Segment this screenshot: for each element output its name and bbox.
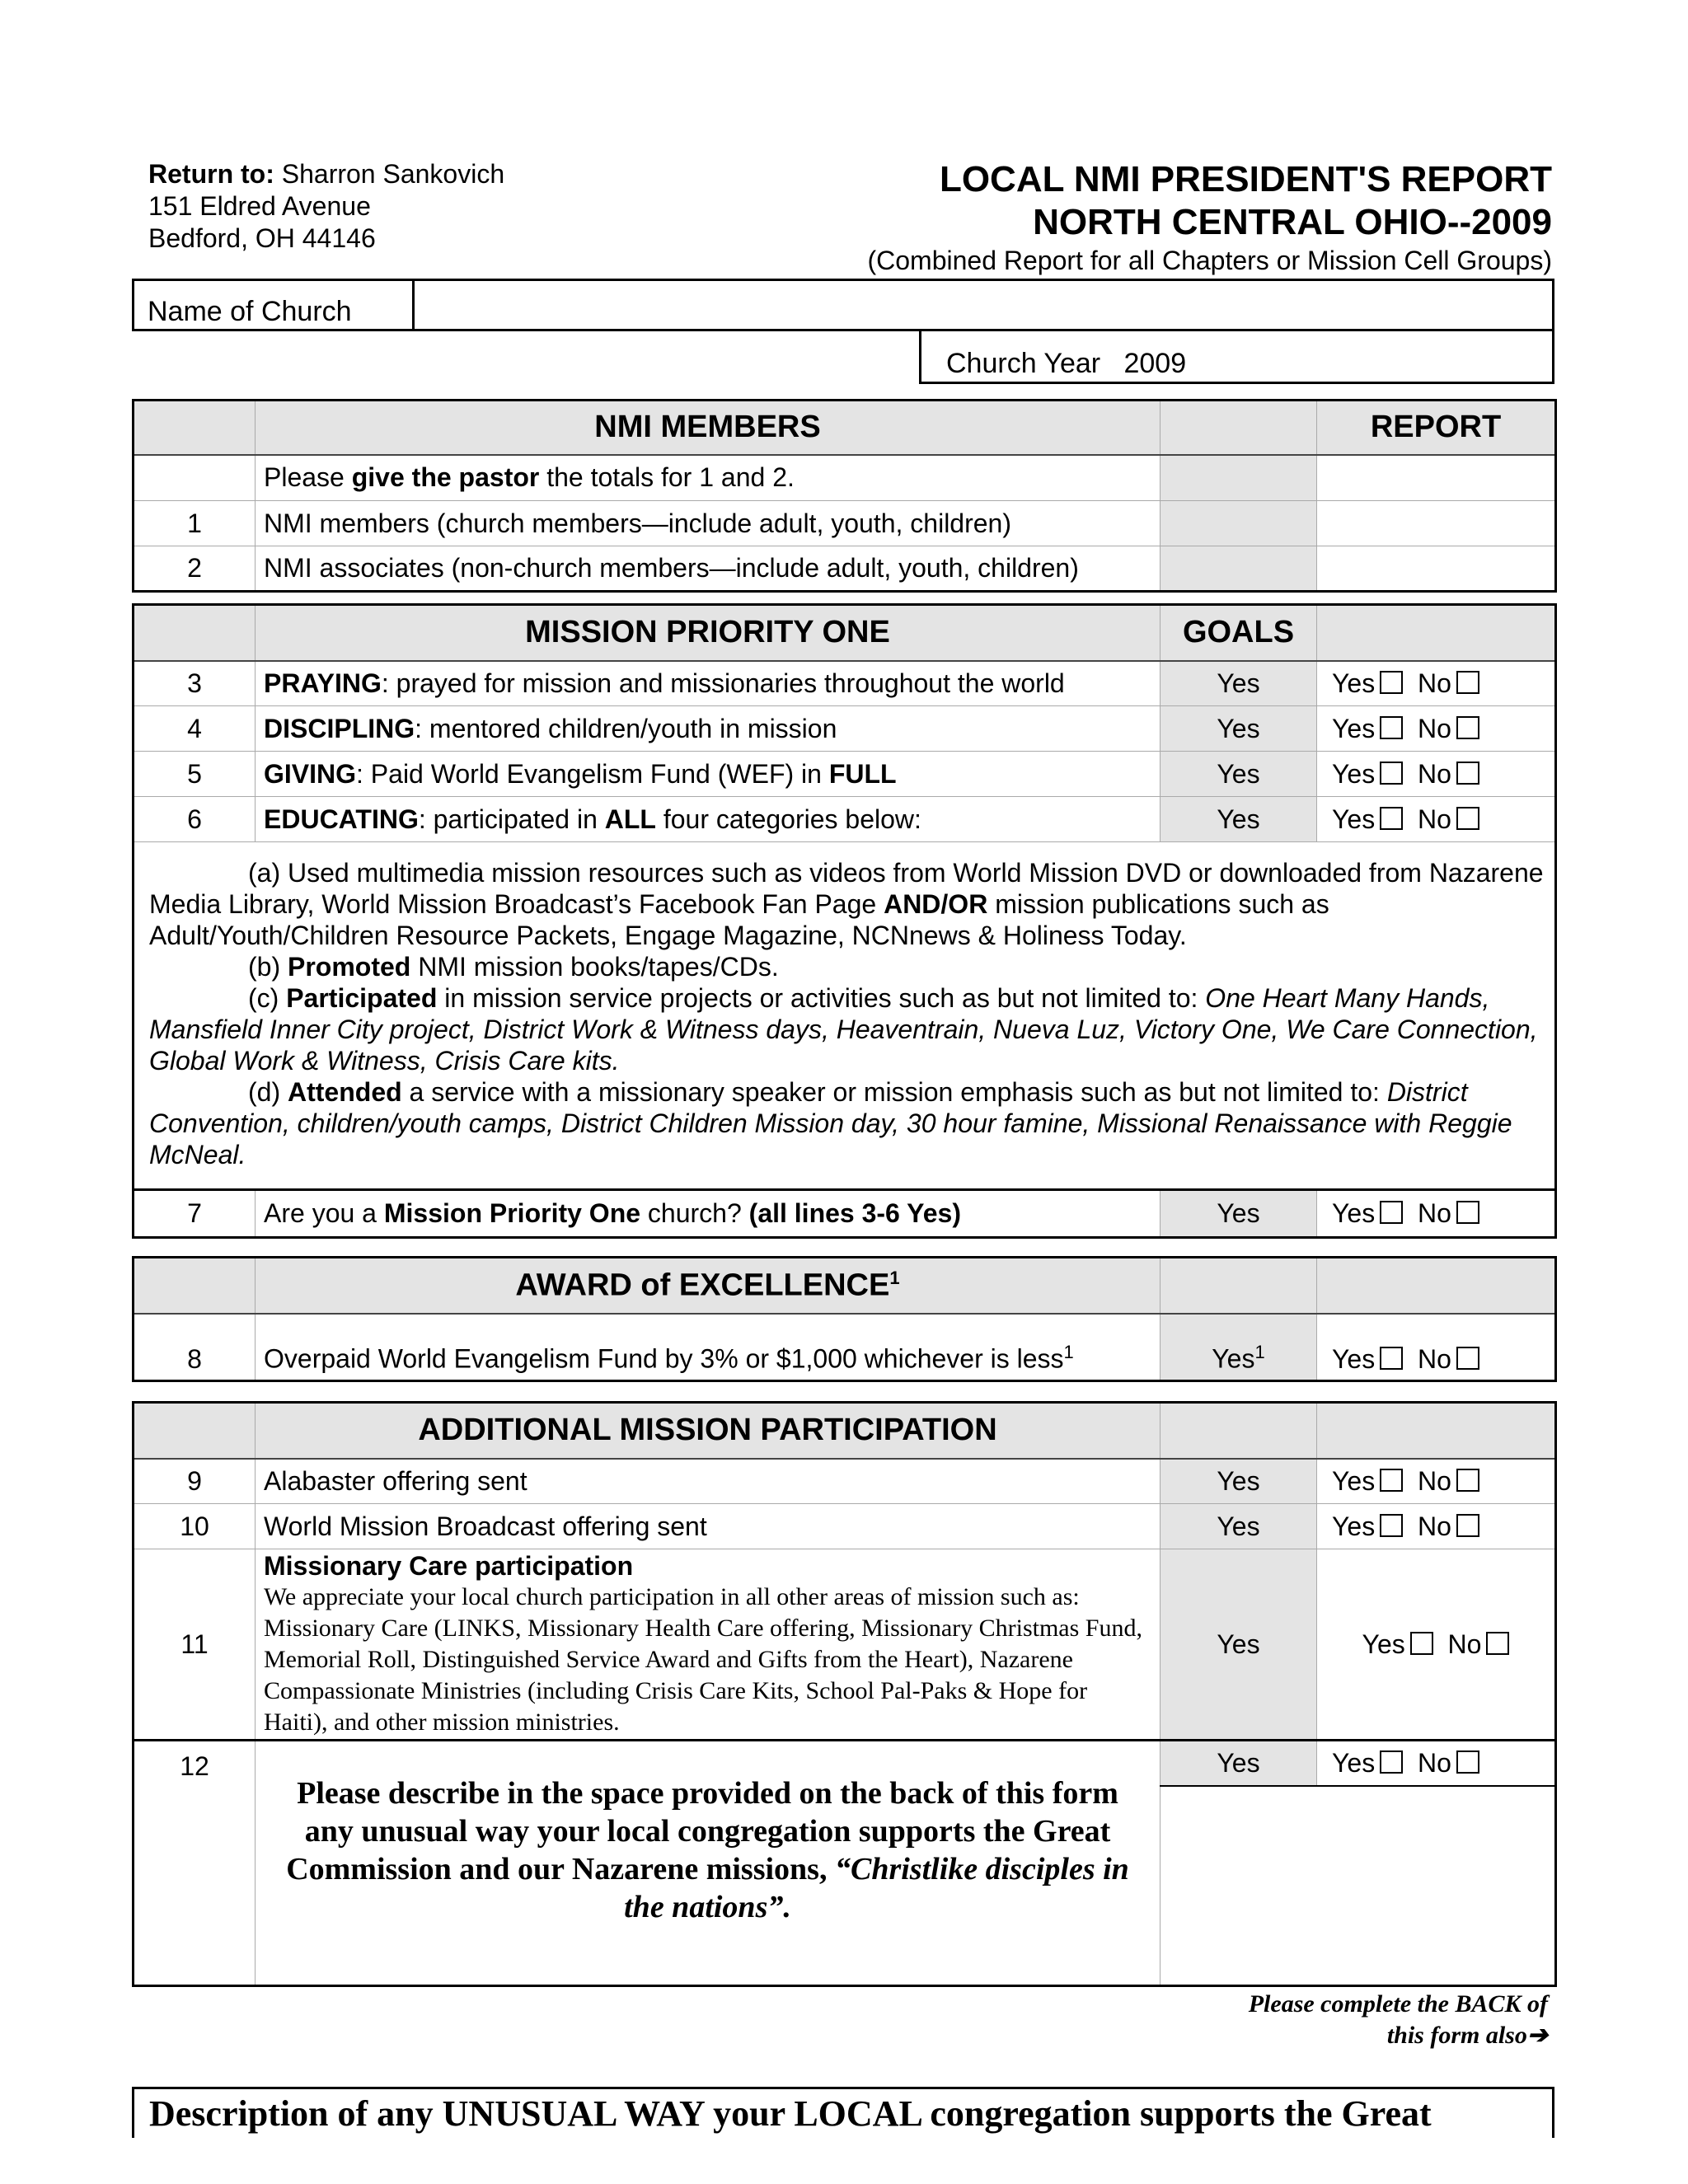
- goal-value: Yes: [1160, 1741, 1317, 1786]
- goal-value: Yes: [1160, 752, 1317, 797]
- yes-checkbox[interactable]: [1380, 1347, 1403, 1370]
- report-input[interactable]: [1317, 546, 1556, 592]
- yes-no-choice: Yes No: [1317, 797, 1556, 842]
- yes-no-choice: Yes No: [1317, 706, 1556, 752]
- yes-checkbox[interactable]: [1380, 1201, 1403, 1224]
- yes-no-choice: Yes No: [1317, 1459, 1556, 1504]
- members-intro: Please give the pastor the totals for 1 and 2.: [256, 455, 1160, 501]
- address-line2: Bedford, OH 44146: [148, 223, 376, 253]
- detail-a: (a) Used multimedia mission resources such as videos from World Mission DVD or downloaded from Nazarene Media Library, World Mission Broadcast’s Facebook Fan Page AND/OR mission publications such as Adult/Youth/Children Resource Packets, Engage Magazine, NCNnews & Holiness Today.: [149, 858, 1544, 950]
- church-name-label: Name of Church: [132, 279, 415, 331]
- yes-no-choice: Yes No: [1317, 1549, 1556, 1741]
- table-row: [134, 1549, 1556, 1741]
- return-name: Sharron Sankovich: [281, 159, 505, 189]
- additional-table: [132, 1401, 1557, 1987]
- row-number: 6: [134, 797, 256, 842]
- unusual-way-prompt: Please describe in the space provided on the back of this form any unusual way your local congregation supports the Great Commission and our Nazarene missions, “Christlike disciples in the nations”.: [256, 1741, 1160, 1986]
- row-text: Overpaid World Evangelism Fund by 3% or $1,000 whichever is less$^1$: [256, 1314, 1160, 1381]
- table-row: [134, 501, 1556, 546]
- table-row: [134, 1190, 1556, 1238]
- title-line1: LOCAL NMI PRESIDENT'S REPORT: [939, 159, 1552, 199]
- row-number: 7: [134, 1190, 256, 1238]
- yes-checkbox[interactable]: [1380, 1750, 1403, 1774]
- row-number: 9: [134, 1459, 256, 1504]
- award-table: [132, 1256, 1557, 1382]
- yes-checkbox[interactable]: [1410, 1632, 1433, 1655]
- educating-details: [134, 842, 1556, 1190]
- missionary-care-text: We appreciate your local church participation in all other areas of mission such as: Missionary Care (LINKS, Missionary Health Care offering, Missionary Christmas Fund, Memorial Roll, Distinguished Service Award and Gifts from the Heart), Nazarene Compassionate Ministries (including Crisis Care Kits, School Pal-Paks & Hope for Haiti), and other mission ministries.: [264, 1583, 1142, 1736]
- row-number: 2: [134, 546, 256, 592]
- goal-value: Yes: [1160, 706, 1317, 752]
- yes-no-choice: Yes No: [1317, 1190, 1556, 1238]
- report-input[interactable]: [1317, 501, 1556, 546]
- members-intro-row: [134, 455, 1556, 501]
- table-row: [134, 1314, 1556, 1381]
- goals-heading: GOALS: [1160, 605, 1317, 661]
- church-year-label: Church Year: [946, 348, 1101, 379]
- row-text: NMI members (church members—include adult, youth, children): [256, 501, 1160, 546]
- report-title: [940, 158, 1552, 244]
- priority-table: [132, 603, 1557, 1239]
- no-checkbox[interactable]: [1456, 671, 1479, 694]
- detail-d: (d) Attended a service with a missionary speaker or mission emphasis such as but not limited to: District Convention, children/youth camps, District Children Mission day, 30 hour famine, Missional Renaissance with Reggie McNeal.: [149, 1077, 1512, 1169]
- goal-value: Yes: [1160, 797, 1317, 842]
- church-year-box[interactable]: [919, 331, 1554, 384]
- goal-value: Yes: [1160, 1190, 1317, 1238]
- table-row: [134, 546, 1556, 592]
- row-text: GIVING: Paid World Evangelism Fund (WEF) in FULL: [256, 752, 1160, 797]
- missionary-care-title: Missionary Care participation: [264, 1551, 634, 1581]
- return-address: [148, 158, 504, 255]
- description-heading: Description of any UNUSUAL WAY your LOCAL congregation supports the Great: [132, 2087, 1554, 2138]
- table-row: [134, 1504, 1556, 1549]
- unusual-way-space[interactable]: [1160, 1786, 1556, 1986]
- no-checkbox[interactable]: [1456, 807, 1479, 830]
- row-text: NMI associates (non-church members—include adult, youth, children): [256, 546, 1160, 592]
- yes-no-choice: Yes No: [1317, 1314, 1556, 1381]
- additional-heading: ADDITIONAL MISSION PARTICIPATION: [256, 1403, 1160, 1459]
- members-table: [132, 399, 1557, 593]
- row-text: Are you a Mission Priority One church? (all lines 3-6 Yes): [256, 1190, 1160, 1238]
- row-number: 8: [134, 1314, 256, 1381]
- goal-value: Yes: [1160, 1504, 1317, 1549]
- no-checkbox[interactable]: [1456, 1750, 1479, 1774]
- row-text: DISCIPLING: mentored children/youth in mission: [256, 706, 1160, 752]
- no-checkbox[interactable]: [1456, 1347, 1479, 1370]
- priority-header: [134, 605, 1556, 661]
- yes-checkbox[interactable]: [1380, 1514, 1403, 1537]
- no-checkbox[interactable]: [1456, 1469, 1479, 1492]
- row-text: World Mission Broadcast offering sent: [256, 1504, 1160, 1549]
- back-note-line1: Please complete the BACK of: [1248, 1990, 1548, 2018]
- church-year-value: 2009: [1123, 348, 1187, 379]
- back-note-line2: this form also: [1386, 2022, 1527, 2049]
- row-text: PRAYING: prayed for mission and missionaries throughout the world: [256, 661, 1160, 706]
- title-line2: NORTH CENTRAL OHIO--2009: [1033, 202, 1552, 242]
- additional-header: [134, 1403, 1556, 1459]
- goal-value: Yes: [1160, 1549, 1317, 1741]
- educating-details-row: [134, 842, 1556, 1190]
- row-number: 12: [134, 1741, 256, 1986]
- goal-value: Yes$^1$: [1160, 1314, 1317, 1381]
- yes-no-choice: Yes No: [1317, 1741, 1556, 1786]
- no-checkbox[interactable]: [1456, 1514, 1479, 1537]
- yes-checkbox[interactable]: [1380, 1469, 1403, 1492]
- row-number: 5: [134, 752, 256, 797]
- yes-no-choice: Yes No: [1317, 661, 1556, 706]
- arrow-right-icon: ➔: [1526, 2022, 1548, 2049]
- table-row: [134, 797, 1556, 842]
- yes-checkbox[interactable]: [1380, 716, 1403, 739]
- row-number: 11: [134, 1549, 256, 1741]
- row-number: 10: [134, 1504, 256, 1549]
- yes-checkbox[interactable]: [1380, 807, 1403, 830]
- table-row: [134, 706, 1556, 752]
- award-header: [134, 1258, 1556, 1314]
- members-heading: NMI MEMBERS: [256, 401, 1160, 455]
- table-row: [134, 1741, 1556, 1786]
- no-checkbox[interactable]: [1486, 1632, 1509, 1655]
- report-heading: REPORT: [1317, 401, 1556, 455]
- no-checkbox[interactable]: [1456, 762, 1479, 785]
- detail-b: (b) Promoted NMI mission books/tapes/CDs.: [248, 952, 779, 982]
- church-name-input[interactable]: [415, 281, 1552, 329]
- no-checkbox[interactable]: [1456, 716, 1479, 739]
- table-row: [134, 661, 1556, 706]
- return-label: Return to:: [148, 159, 274, 189]
- yes-no-choice: Yes No: [1317, 752, 1556, 797]
- award-heading: AWARD of EXCELLENCE$^1$: [256, 1258, 1160, 1314]
- report-subtitle: (Combined Report for all Chapters or Mission Cell Groups): [867, 246, 1552, 275]
- yes-checkbox[interactable]: [1380, 671, 1403, 694]
- detail-c: (c) Participated in mission service projects or activities such as but not limited to: One Heart Many Hands, Mansfield Inner City project, District Work & Witness days, Heaventrain, Nueva Luz, Victory One, We Care Connection, Global Work & Witness, Crisis Care kits.: [149, 983, 1538, 1076]
- address-line1: 151 Eldred Avenue: [148, 191, 371, 221]
- row-number: 3: [134, 661, 256, 706]
- table-row: [134, 752, 1556, 797]
- row-number: 4: [134, 706, 256, 752]
- back-note: [1249, 1989, 1548, 2051]
- yes-no-choice: Yes No: [1317, 1504, 1556, 1549]
- goal-value: Yes: [1160, 661, 1317, 706]
- row-text: Alabaster offering sent: [256, 1459, 1160, 1504]
- members-header: [134, 401, 1556, 455]
- priority-heading: MISSION PRIORITY ONE: [256, 605, 1160, 661]
- row-text: EDUCATING: participated in ALL four categories below:: [256, 797, 1160, 842]
- row-number: 1: [134, 501, 256, 546]
- no-checkbox[interactable]: [1456, 1201, 1479, 1224]
- goal-value: Yes: [1160, 1459, 1317, 1504]
- yes-checkbox[interactable]: [1380, 762, 1403, 785]
- missionary-care-cell: [256, 1549, 1160, 1741]
- table-row: [134, 1459, 1556, 1504]
